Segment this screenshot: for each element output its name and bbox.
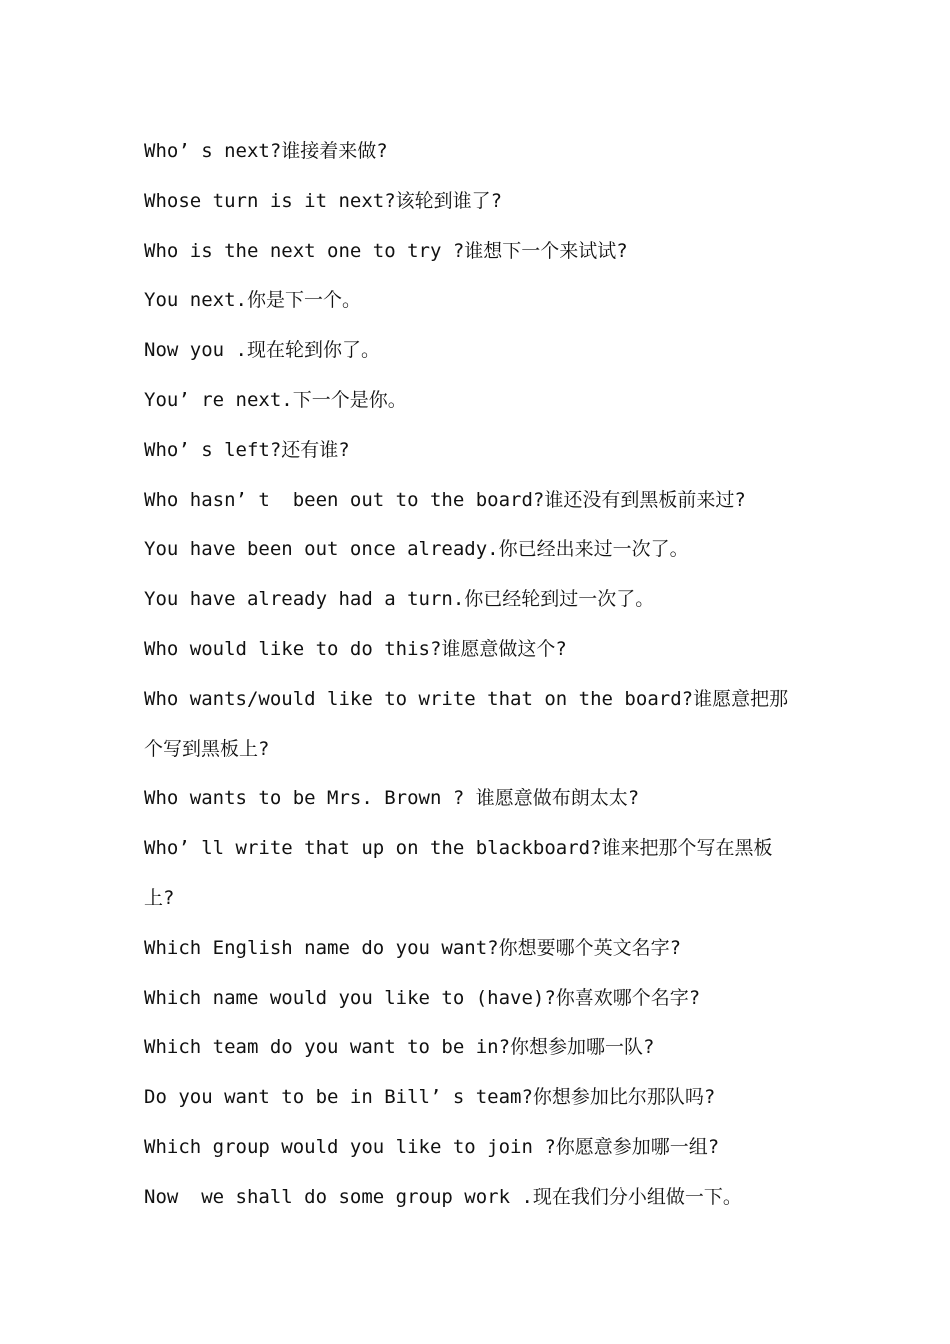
text-line: Do you want to be in Bill’ s team?你想参加比尔那队吗? [144, 1086, 716, 1109]
text-line: Who’ s left?还有谁? [144, 438, 350, 461]
text-line: You have been out once already.你已经出来过一次了。 [144, 538, 689, 561]
text-line: Who is the next one to try ?谁想下一个来试试? [144, 239, 628, 262]
text-lines [144, 135, 814, 1231]
text-line: Which English name do you want?你想要哪个英文名字? [144, 936, 682, 959]
text-line: Now we shall do some group work .现在我们分小组做一下。 [144, 1185, 742, 1208]
text-line: Who’ s next?谁接着来做? [144, 140, 388, 162]
text-line: 个写到黑板上? [144, 737, 270, 760]
text-line: 上? [144, 886, 175, 909]
text-line: Which team do you want to be in?你想参加哪一队? [144, 1036, 655, 1059]
text-line: Which name would you like to (have)?你喜欢哪个名字? [144, 986, 701, 1009]
text-line: You next.你是下一个。 [144, 289, 361, 312]
text-line: Who would like to do this?谁愿意做这个? [144, 637, 567, 660]
text-line: Who wants to be Mrs. Brown ? 谁愿意做布朗太太? [144, 787, 640, 810]
text-line: Whose turn is it next?该轮到谁了? [144, 189, 503, 212]
text-line: Which group would you like to join ?你愿意参加哪一组? [144, 1135, 720, 1158]
text-line: Now you .现在轮到你了。 [144, 339, 380, 362]
text-line: Who hasn’ t been out to the board?谁还没有到黑板前来过? [144, 488, 746, 511]
text-line: Who wants/would like to write that on the board?谁愿意把那 [144, 687, 789, 710]
text-line: You have already had a turn.你已经轮到过一次了。 [144, 588, 655, 611]
text-line: You’ re next.下一个是你。 [144, 388, 407, 411]
text-line: Who’ ll write that up on the blackboard?谁来把那个写在黑板 [144, 837, 773, 860]
